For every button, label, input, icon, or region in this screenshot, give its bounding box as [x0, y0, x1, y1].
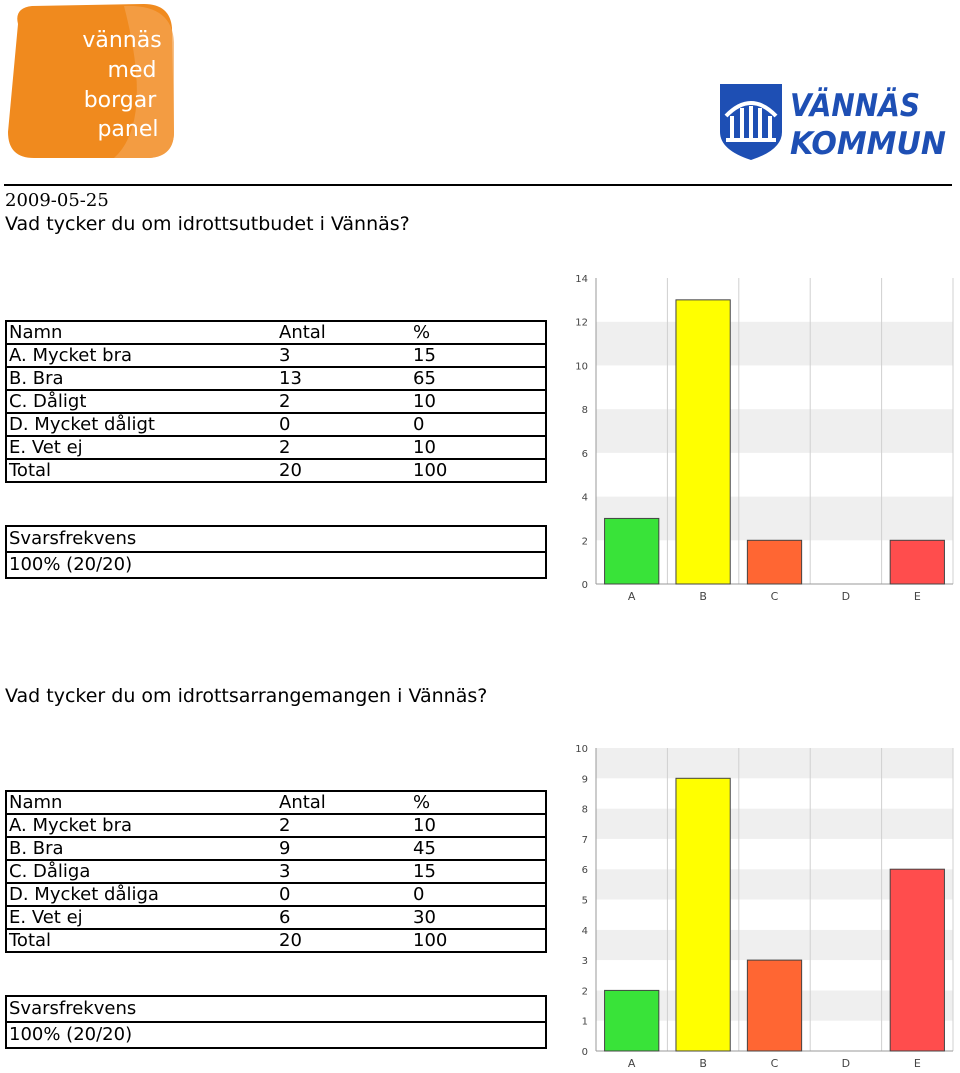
x-tick-label: B	[699, 590, 707, 603]
table-row	[6, 814, 546, 837]
table-row	[6, 436, 546, 459]
row-percent: 10	[411, 814, 546, 837]
x-tick-label: A	[627, 1057, 636, 1070]
response-rate-label: Svarsfrekvens	[9, 998, 137, 1019]
x-tick-label: C	[770, 590, 779, 603]
vannas-kommun-logo	[718, 82, 950, 162]
y-tick-label: 7	[581, 834, 588, 846]
grid-band	[596, 839, 953, 869]
header-count: Antal	[277, 321, 411, 344]
row-name: Total	[6, 929, 277, 952]
row-count: 6	[277, 906, 411, 929]
grid-band	[596, 778, 953, 808]
table-row	[6, 837, 546, 860]
y-tick-label: 5	[581, 895, 588, 907]
y-tick-label: 6	[581, 448, 588, 460]
row-count: 3	[277, 344, 411, 367]
survey-date: 2009-05-25	[5, 190, 109, 211]
row-percent: 45	[411, 837, 546, 860]
results-table-1	[5, 320, 547, 483]
header-rule	[4, 184, 952, 186]
table-header-row	[6, 321, 546, 344]
row-count: 2	[277, 436, 411, 459]
y-tick-label: 10	[575, 744, 588, 755]
bar-chart-2	[562, 738, 956, 1073]
row-percent: 10	[411, 390, 546, 413]
row-name: A. Mycket bra	[6, 814, 277, 837]
x-tick-label: D	[841, 1057, 851, 1070]
row-name: C. Dåligt	[6, 390, 277, 413]
row-name: E. Vet ej	[6, 436, 277, 459]
question-1: Vad tycker du om idrottsutbudet i Vännäs?	[5, 213, 410, 235]
header-name: Namn	[6, 791, 277, 814]
y-tick-label: 14	[575, 274, 588, 285]
bar-chart-1	[562, 268, 956, 606]
results-table-2	[5, 790, 547, 953]
y-tick-label: 1	[581, 1016, 588, 1028]
x-tick-label: E	[913, 590, 921, 603]
bar-b	[676, 778, 730, 1051]
header-count: Antal	[277, 791, 411, 814]
kommun-logo-line-2: KOMMUN	[790, 126, 947, 162]
borgarpanel-logo	[4, 2, 176, 160]
response-rate-value: 100% (20/20)	[7, 551, 545, 577]
row-count: 9	[277, 837, 411, 860]
row-count: 2	[277, 814, 411, 837]
grid-band	[596, 322, 953, 366]
table-row	[6, 883, 546, 906]
bar-b	[676, 300, 730, 584]
row-name: E. Vet ej	[6, 906, 277, 929]
row-name: Total	[6, 459, 277, 482]
row-count: 13	[277, 367, 411, 390]
row-percent: 15	[411, 860, 546, 883]
response-rate-label: Svarsfrekvens	[9, 528, 137, 549]
header-name: Namn	[6, 321, 277, 344]
logo-line-4: panel	[97, 117, 159, 142]
row-name: A. Mycket bra	[6, 344, 277, 367]
table-total-row	[6, 459, 546, 482]
table-row	[6, 390, 546, 413]
y-tick-label: 2	[581, 986, 588, 998]
bar-a	[605, 990, 659, 1051]
response-rate-value: 100% (20/20)	[7, 1021, 545, 1047]
question-2: Vad tycker du om idrottsarrangemangen i Vännäs?	[5, 685, 488, 707]
grid-band	[596, 365, 953, 409]
y-tick-label: 2	[581, 536, 588, 548]
table-row	[6, 906, 546, 929]
logo-line-2: med	[107, 58, 157, 83]
bar-e	[890, 869, 944, 1051]
y-tick-label: 4	[581, 492, 588, 504]
x-tick-label: C	[770, 1057, 779, 1070]
row-count: 20	[277, 929, 411, 952]
row-percent: 100	[411, 459, 546, 482]
kommun-logo-line-1: VÄNNÄS	[790, 88, 920, 124]
y-tick-label: 8	[581, 405, 588, 417]
header-percent: %	[411, 791, 546, 814]
row-percent: 100	[411, 929, 546, 952]
table-row	[6, 344, 546, 367]
row-count: 0	[277, 883, 411, 906]
row-percent: 15	[411, 344, 546, 367]
row-name: D. Mycket dåligt	[6, 413, 277, 436]
row-name: C. Dåliga	[6, 860, 277, 883]
row-count: 20	[277, 459, 411, 482]
grid-band	[596, 453, 953, 497]
y-tick-label: 12	[575, 317, 588, 329]
bar-c	[747, 960, 801, 1051]
logo-line-3: borgar	[83, 88, 157, 113]
table-total-row	[6, 929, 546, 952]
y-tick-label: 0	[581, 580, 588, 591]
y-tick-label: 10	[575, 361, 588, 373]
row-name: B. Bra	[6, 837, 277, 860]
y-tick-label: 9	[581, 774, 588, 786]
table-row	[6, 860, 546, 883]
row-count: 3	[277, 860, 411, 883]
row-percent: 30	[411, 906, 546, 929]
row-name: B. Bra	[6, 367, 277, 390]
logo-line-1: vännäs	[82, 28, 162, 53]
y-tick-label: 3	[581, 956, 588, 968]
row-percent: 65	[411, 367, 546, 390]
y-tick-label: 0	[581, 1047, 588, 1058]
x-tick-label: A	[627, 590, 636, 603]
bar-chart-2-svg	[562, 738, 956, 1073]
grid-band	[596, 409, 953, 453]
row-count: 0	[277, 413, 411, 436]
grid-band	[596, 809, 953, 839]
row-percent: 0	[411, 413, 546, 436]
x-tick-label: D	[841, 590, 851, 603]
row-percent: 10	[411, 436, 546, 459]
grid-band	[596, 278, 953, 322]
response-rate-box-2	[5, 995, 547, 1049]
response-rate-box-1	[5, 525, 547, 579]
header-percent: %	[411, 321, 546, 344]
table-row	[6, 413, 546, 436]
bar-chart-1-svg	[562, 268, 956, 606]
x-tick-label: B	[699, 1057, 707, 1070]
y-tick-label: 8	[581, 804, 588, 816]
grid-band	[596, 748, 953, 778]
y-tick-label: 4	[581, 925, 588, 937]
row-percent: 0	[411, 883, 546, 906]
table-row	[6, 367, 546, 390]
row-count: 2	[277, 390, 411, 413]
row-name: D. Mycket dåliga	[6, 883, 277, 906]
table-header-row	[6, 791, 546, 814]
x-tick-label: E	[913, 1057, 921, 1070]
bar-c	[747, 540, 801, 584]
bar-a	[605, 518, 659, 584]
bar-e	[890, 540, 944, 584]
y-tick-label: 6	[581, 865, 588, 877]
